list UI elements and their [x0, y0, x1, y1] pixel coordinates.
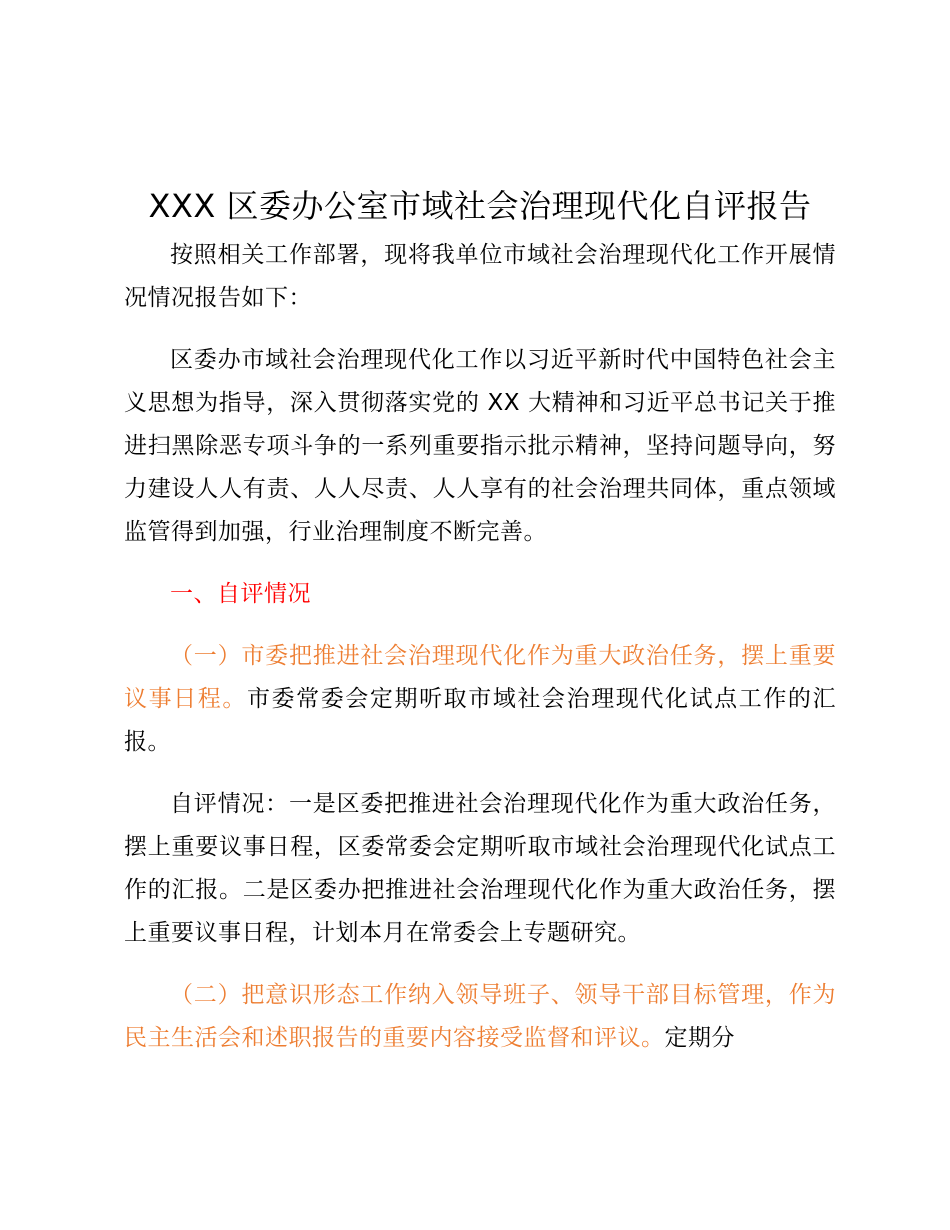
item-2-body: 定期分 [664, 1025, 735, 1051]
section-heading-self-evaluation: 一、自评情况 [170, 581, 311, 607]
item-1-paragraph [124, 635, 836, 764]
item-1-body: 市委常委会定期听取市域社会治理现代化试点工作的汇报。 [124, 686, 837, 755]
intro-paragraph: 按照相关工作部署，现将我单位市域社会治理现代化工作开展情况情况报告如下： [124, 242, 836, 311]
item-1-heading: （一）市委把推进社会治理现代化作为重大政治任务，摆上重要议事日程。 [124, 643, 836, 712]
document-title: XXX 区委办公室市域社会治理现代化自评报告 [148, 187, 812, 225]
item-2-heading: （二）把意识形态工作纳入领导班子、领导干部目标管理，作为民主生活会和述职报告的重要内容接受监督和评议。 [124, 982, 836, 1051]
document-page [124, 180, 836, 1060]
overview-paragraph: 区委办市域社会治理现代化工作以习近平新时代中国特色社会主义思想为指导，深入贯彻落实党的 XX 大精神和习近平总书记关于推进扫黑除恶专项斗争的一系列重要指示批示精神，坚持问题导向，努力建设人人有责、人人尽责、人人享有的社会治理共同体，重点领域监管得到加强，行业治理制度不断完善。 [124, 347, 836, 545]
item-1-self-evaluation: 自评情况：一是区委把推进社会治理现代化作为重大政治任务，摆上重要议事日程，区委常委会定期听取市域社会治理现代化试点工作的汇报。二是区委办把推进社会治理现代化作为重大政治任务，摆上重要议事日程，计划本月在常委会上专题研究。 [124, 791, 836, 946]
item-2-paragraph [124, 974, 836, 1060]
